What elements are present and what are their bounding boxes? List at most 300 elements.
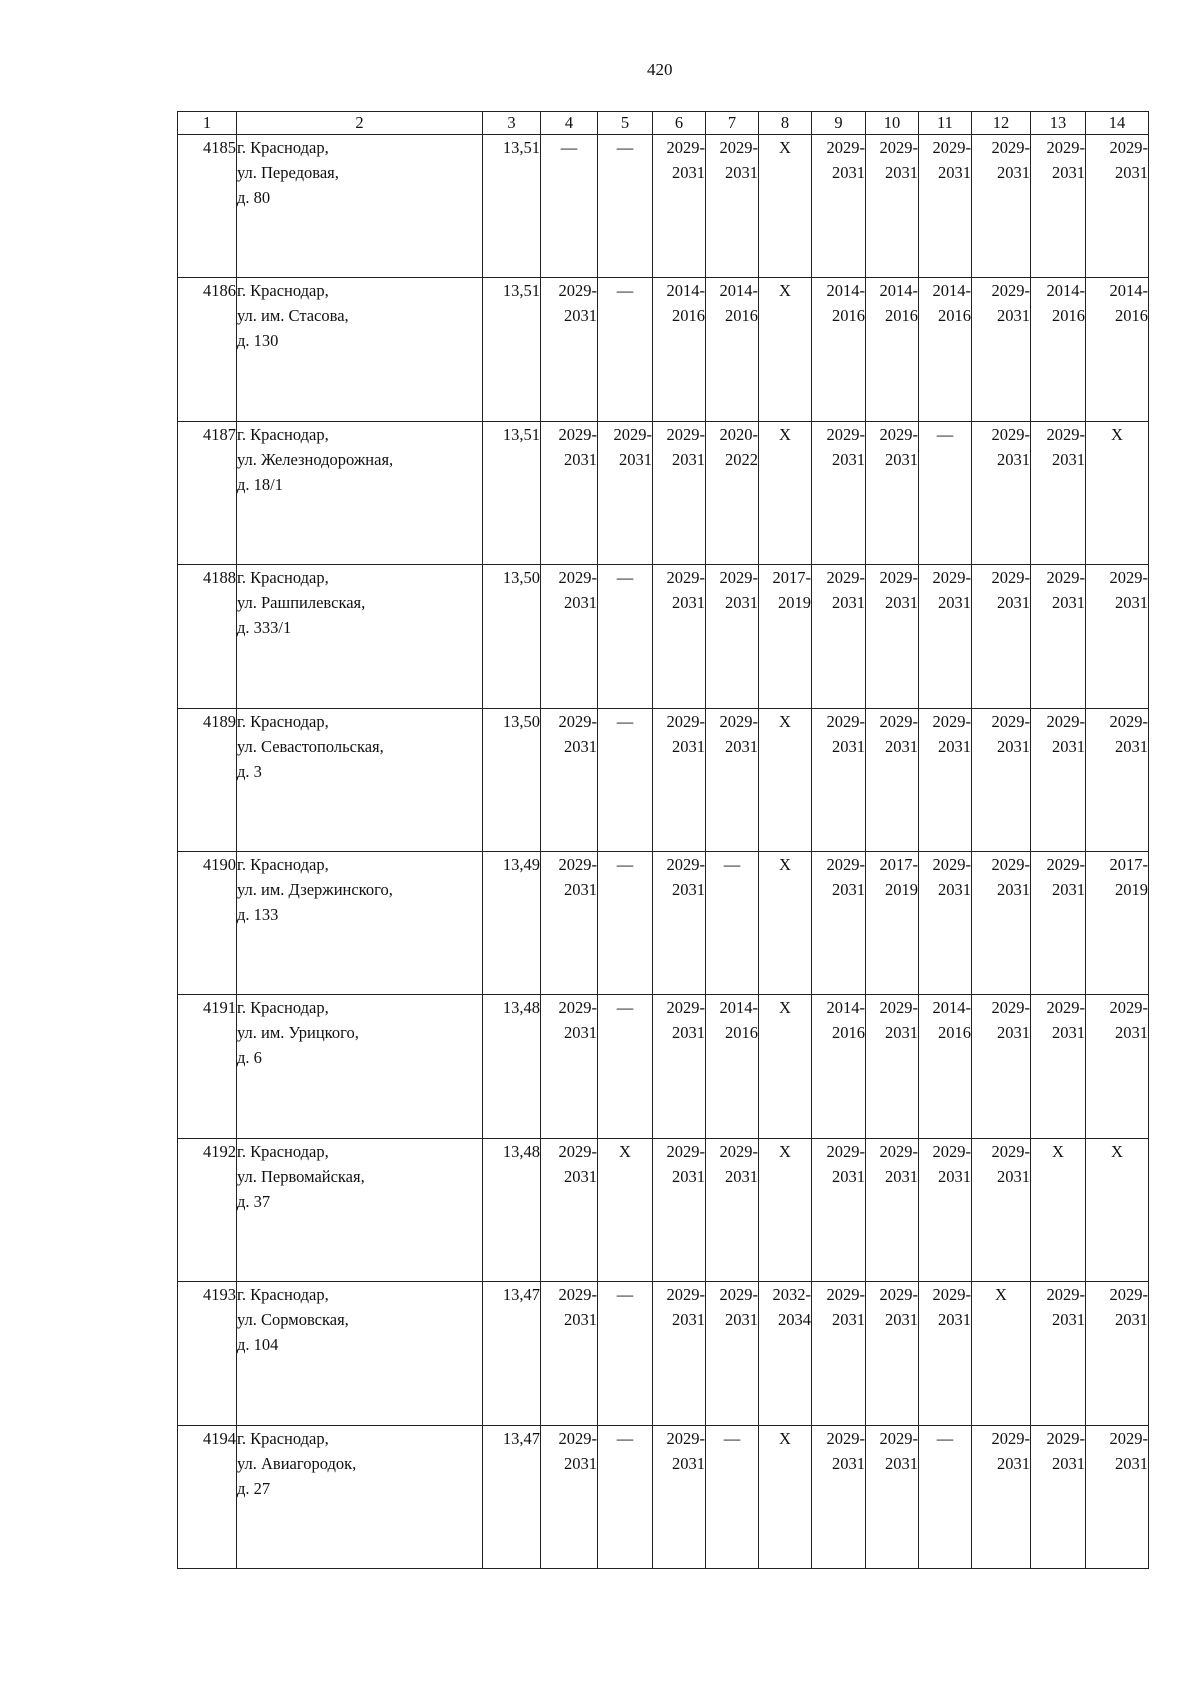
address-line: ул. им. Дзержинского, [237, 879, 393, 899]
year-line: 2031 [885, 1166, 918, 1186]
year-line: 2029- [932, 1285, 971, 1305]
address-line: д. 37 [237, 1191, 271, 1211]
table-row [178, 421, 1149, 564]
x-mark-cell: Х [759, 278, 812, 421]
year-line: 2029- [826, 424, 865, 444]
year-line: 2029- [879, 568, 918, 588]
column-header: 2 [237, 112, 483, 135]
address-line: д. 18/1 [237, 474, 283, 494]
x-mark-cell: Х [1031, 1138, 1086, 1281]
year-line: 2029- [932, 711, 971, 731]
year-range-cell [866, 1282, 919, 1425]
address-line: г. Краснодар, [237, 424, 329, 444]
year-range-cell [866, 135, 919, 278]
table-body [178, 135, 1149, 1569]
year-range-cell [706, 278, 759, 421]
year-line: 2016 [885, 306, 918, 326]
year-line: 2031 [938, 879, 971, 899]
year-range-cell [812, 995, 866, 1138]
address-line: г. Краснодар, [237, 1141, 329, 1161]
year-line: 2029- [991, 1141, 1030, 1161]
year-range-cell [972, 421, 1031, 564]
year-line: 2031 [885, 1453, 918, 1473]
year-line: 2029- [558, 998, 597, 1018]
year-line: 2031 [1115, 163, 1148, 182]
value-cell: 13,50 [483, 708, 541, 851]
year-range-cell [1086, 851, 1149, 994]
year-range-cell [759, 1282, 812, 1425]
year-range-cell [759, 565, 812, 708]
year-line: 2029- [719, 568, 758, 588]
column-header: 6 [653, 112, 706, 135]
year-line: 2029- [666, 424, 705, 444]
year-line: 2031 [725, 736, 758, 756]
dash-cell: — [919, 421, 972, 564]
year-line: 2029- [558, 1141, 597, 1161]
x-mark-cell: Х [759, 1138, 812, 1281]
year-line: 2017- [772, 568, 811, 588]
year-range-cell [812, 1138, 866, 1281]
value-cell: 13,51 [483, 135, 541, 278]
year-line: 2031 [725, 593, 758, 613]
year-range-cell [706, 1282, 759, 1425]
row-number: 4186 [178, 278, 237, 421]
year-line: 2031 [832, 163, 865, 182]
year-range-cell [919, 565, 972, 708]
year-range-cell [919, 135, 972, 278]
year-line: 2031 [564, 879, 597, 899]
column-header: 9 [812, 112, 866, 135]
year-line: 2031 [885, 1023, 918, 1043]
year-line: 2019 [778, 593, 811, 613]
x-mark-cell: Х [1086, 421, 1149, 564]
dash-cell: — [598, 708, 653, 851]
year-line: 2029- [932, 1141, 971, 1161]
year-line: 2016 [725, 1023, 758, 1043]
year-line: 2019 [885, 879, 918, 899]
year-line: 2029- [558, 1428, 597, 1448]
address-cell [237, 995, 483, 1138]
year-line: 2031 [1115, 1453, 1148, 1473]
address-line: ул. Железнодорожная, [237, 449, 394, 469]
value-cell: 13,50 [483, 565, 541, 708]
address-cell [237, 1425, 483, 1568]
year-range-cell [706, 995, 759, 1138]
year-line: 2029- [991, 568, 1030, 588]
year-line: 2031 [997, 163, 1030, 182]
year-range-cell [541, 851, 598, 994]
year-line: 2031 [672, 449, 705, 469]
year-line: 2029- [991, 281, 1030, 301]
address-line: г. Краснодар, [237, 854, 329, 874]
year-range-cell [812, 421, 866, 564]
year-line: 2029- [719, 1285, 758, 1305]
year-range-cell [653, 1282, 706, 1425]
year-line: 2031 [672, 163, 705, 182]
table-row [178, 278, 1149, 421]
row-number: 4189 [178, 708, 237, 851]
year-range-cell [919, 1282, 972, 1425]
x-mark-cell: Х [598, 1138, 653, 1281]
year-range-cell [598, 421, 653, 564]
year-line: 2029- [1109, 711, 1148, 731]
year-line: 2029- [666, 854, 705, 874]
column-header: 5 [598, 112, 653, 135]
address-line: ул. Передовая, [237, 163, 339, 182]
year-line: 2029- [826, 1285, 865, 1305]
year-range-cell [812, 1425, 866, 1568]
address-line: г. Краснодар, [237, 281, 329, 301]
year-line: 2031 [885, 736, 918, 756]
address-cell [237, 421, 483, 564]
year-line: 2031 [564, 1166, 597, 1186]
address-line: д. 133 [237, 904, 279, 924]
year-line: 2029- [879, 138, 918, 157]
year-line: 2031 [672, 1310, 705, 1330]
year-range-cell [1086, 278, 1149, 421]
column-header: 13 [1031, 112, 1086, 135]
year-range-cell [866, 708, 919, 851]
year-line: 2029- [558, 854, 597, 874]
year-line: 2031 [672, 593, 705, 613]
year-line: 2029- [719, 1141, 758, 1161]
column-header: 12 [972, 112, 1031, 135]
year-range-cell [972, 851, 1031, 994]
year-line: 2031 [997, 1166, 1030, 1186]
year-line: 2031 [885, 449, 918, 469]
year-range-cell [812, 708, 866, 851]
year-line: 2029- [932, 138, 971, 157]
year-line: 2031 [997, 593, 1030, 613]
year-line: 2029- [879, 998, 918, 1018]
x-mark-cell: Х [759, 995, 812, 1138]
value-cell: 13,47 [483, 1425, 541, 1568]
year-range-cell [812, 565, 866, 708]
address-line: д. 104 [237, 1335, 279, 1355]
year-line: 2029- [666, 998, 705, 1018]
year-range-cell [972, 1138, 1031, 1281]
year-range-cell [541, 565, 598, 708]
year-line: 2019 [1115, 879, 1148, 899]
year-line: 2029- [666, 138, 705, 157]
year-range-cell [1086, 995, 1149, 1138]
year-line: 2029- [719, 138, 758, 157]
year-line: 2029- [932, 568, 971, 588]
year-range-cell [866, 1425, 919, 1568]
year-line: 2029- [932, 854, 971, 874]
year-line: 2014- [826, 998, 865, 1018]
year-line: 2029- [558, 568, 597, 588]
year-line: 2031 [832, 449, 865, 469]
year-line: 2031 [672, 1166, 705, 1186]
table-row [178, 708, 1149, 851]
table-row [178, 851, 1149, 994]
year-line: 2029- [1109, 1285, 1148, 1305]
column-header: 10 [866, 112, 919, 135]
column-header: 11 [919, 112, 972, 135]
year-range-cell [972, 278, 1031, 421]
year-line: 2014- [1109, 281, 1148, 301]
column-header: 14 [1086, 112, 1149, 135]
address-line: ул. Сормовская, [237, 1310, 349, 1330]
table-row [178, 1425, 1149, 1568]
year-line: 2031 [832, 1166, 865, 1186]
address-cell [237, 135, 483, 278]
year-range-cell [919, 851, 972, 994]
address-line: д. 27 [237, 1478, 271, 1498]
dash-cell: — [598, 1425, 653, 1568]
year-line: 2029- [558, 1285, 597, 1305]
year-range-cell [1086, 1282, 1149, 1425]
year-range-cell [972, 135, 1031, 278]
column-header: 8 [759, 112, 812, 135]
year-line: 2016 [938, 306, 971, 326]
year-range-cell [1086, 1425, 1149, 1568]
header-row [178, 112, 1149, 135]
year-line: 2029- [879, 1141, 918, 1161]
year-range-cell [541, 1138, 598, 1281]
row-number: 4191 [178, 995, 237, 1138]
year-range-cell [653, 851, 706, 994]
address-cell [237, 278, 483, 421]
year-line: 2029- [991, 854, 1030, 874]
year-line: 2029- [879, 711, 918, 731]
table-row [178, 1138, 1149, 1281]
year-line: 2016 [1115, 306, 1148, 326]
x-mark-cell: Х [759, 421, 812, 564]
year-line: 2029- [826, 1428, 865, 1448]
row-number: 4185 [178, 135, 237, 278]
year-range-cell [1031, 278, 1086, 421]
x-mark-cell: Х [1086, 1138, 1149, 1281]
row-number: 4192 [178, 1138, 237, 1281]
year-line: 2029- [991, 998, 1030, 1018]
year-line: 2029- [558, 281, 597, 301]
year-line: 2017- [1109, 854, 1148, 874]
year-line: 2031 [832, 1310, 865, 1330]
value-cell: 13,51 [483, 421, 541, 564]
year-line: 2029- [1109, 568, 1148, 588]
year-range-cell [653, 278, 706, 421]
year-line: 2029- [1046, 138, 1085, 157]
year-range-cell [1031, 995, 1086, 1138]
year-line: 2031 [564, 306, 597, 326]
dash-cell: — [598, 135, 653, 278]
year-line: 2029- [666, 711, 705, 731]
year-line: 2029- [991, 711, 1030, 731]
column-header: 3 [483, 112, 541, 135]
value-cell: 13,51 [483, 278, 541, 421]
address-line: ул. Рашпилевская, [237, 593, 366, 613]
year-line: 2029- [826, 1141, 865, 1161]
year-line: 2031 [997, 449, 1030, 469]
year-range-cell [1086, 708, 1149, 851]
year-line: 2016 [832, 306, 865, 326]
year-line: 2031 [564, 1023, 597, 1043]
address-cell [237, 1138, 483, 1281]
year-range-cell [866, 1138, 919, 1281]
address-cell [237, 851, 483, 994]
year-range-cell [1031, 421, 1086, 564]
year-line: 2031 [1052, 163, 1085, 182]
year-line: 2031 [832, 736, 865, 756]
year-range-cell [1086, 135, 1149, 278]
dash-cell: — [598, 565, 653, 708]
year-line: 2029- [1046, 998, 1085, 1018]
year-range-cell [653, 708, 706, 851]
year-range-cell [1031, 851, 1086, 994]
year-range-cell [1031, 135, 1086, 278]
table-row [178, 1282, 1149, 1425]
year-range-cell [812, 1282, 866, 1425]
year-line: 2029- [826, 854, 865, 874]
year-line: 2016 [725, 306, 758, 326]
year-line: 2029- [826, 711, 865, 731]
x-mark-cell: Х [759, 708, 812, 851]
year-line: 2029- [719, 711, 758, 731]
year-line: 2031 [1052, 1453, 1085, 1473]
year-line: 2031 [1115, 736, 1148, 756]
year-range-cell [1086, 565, 1149, 708]
value-cell: 13,48 [483, 1138, 541, 1281]
year-line: 2017- [879, 854, 918, 874]
address-line: д. 130 [237, 331, 279, 351]
year-line: 2016 [1052, 306, 1085, 326]
year-line: 2031 [564, 736, 597, 756]
value-cell: 13,47 [483, 1282, 541, 1425]
year-line: 2014- [932, 281, 971, 301]
year-line: 2031 [885, 163, 918, 182]
year-line: 2029- [879, 1428, 918, 1448]
year-line: 2031 [1052, 449, 1085, 469]
address-line: г. Краснодар, [237, 1428, 329, 1448]
year-line: 2031 [997, 306, 1030, 326]
registry-table [177, 111, 1149, 1569]
year-line: 2031 [725, 163, 758, 182]
table-row [178, 995, 1149, 1138]
year-range-cell [541, 1282, 598, 1425]
year-line: 2031 [1052, 736, 1085, 756]
year-line: 2029- [826, 568, 865, 588]
year-line: 2031 [619, 449, 652, 469]
column-header: 1 [178, 112, 237, 135]
dash-cell: — [541, 135, 598, 278]
address-line: г. Краснодар, [237, 138, 329, 157]
year-line: 2031 [997, 1023, 1030, 1043]
year-range-cell [706, 565, 759, 708]
dash-cell: — [706, 1425, 759, 1568]
year-line: 2031 [1115, 593, 1148, 613]
year-range-cell [812, 851, 866, 994]
year-line: 2029- [558, 711, 597, 731]
address-line: г. Краснодар, [237, 711, 329, 731]
year-line: 2029- [991, 138, 1030, 157]
year-line: 2014- [826, 281, 865, 301]
year-line: 2020- [719, 424, 758, 444]
row-number: 4188 [178, 565, 237, 708]
year-range-cell [812, 135, 866, 278]
year-range-cell [541, 421, 598, 564]
year-line: 2032- [772, 1285, 811, 1305]
year-line: 2029- [666, 1428, 705, 1448]
year-line: 2031 [885, 593, 918, 613]
year-range-cell [1031, 1282, 1086, 1425]
column-header: 7 [706, 112, 759, 135]
year-line: 2031 [1115, 1310, 1148, 1330]
year-range-cell [653, 995, 706, 1138]
address-line: г. Краснодар, [237, 998, 329, 1018]
address-cell [237, 565, 483, 708]
column-header: 4 [541, 112, 598, 135]
year-line: 2029- [1046, 568, 1085, 588]
year-line: 2031 [564, 1310, 597, 1330]
year-range-cell [919, 1138, 972, 1281]
year-line: 2031 [564, 1453, 597, 1473]
year-line: 2031 [1052, 879, 1085, 899]
dash-cell: — [919, 1425, 972, 1568]
year-line: 2014- [932, 998, 971, 1018]
year-line: 2029- [1109, 1428, 1148, 1448]
year-range-cell [653, 421, 706, 564]
year-range-cell [972, 708, 1031, 851]
address-line: д. 80 [237, 188, 271, 207]
address-line: д. 6 [237, 1048, 262, 1068]
year-line: 2029- [666, 1285, 705, 1305]
year-line: 2029- [991, 1428, 1030, 1448]
year-range-cell [653, 565, 706, 708]
year-line: 2014- [719, 281, 758, 301]
year-line: 2031 [885, 1310, 918, 1330]
year-line: 2031 [938, 1166, 971, 1186]
address-line: ул. Авиагородок, [237, 1453, 357, 1473]
year-line: 2031 [725, 1166, 758, 1186]
year-line: 2029- [666, 568, 705, 588]
year-range-cell [972, 1425, 1031, 1568]
year-line: 2031 [564, 449, 597, 469]
x-mark-cell: Х [759, 1425, 812, 1568]
year-range-cell [866, 995, 919, 1138]
dash-cell: — [598, 995, 653, 1138]
row-number: 4193 [178, 1282, 237, 1425]
year-line: 2029- [1046, 711, 1085, 731]
year-line: 2029- [991, 424, 1030, 444]
address-line: г. Краснодар, [237, 1285, 329, 1305]
year-line: 2029- [879, 1285, 918, 1305]
dash-cell: — [598, 278, 653, 421]
year-line: 2014- [719, 998, 758, 1018]
year-line: 2029- [1046, 854, 1085, 874]
address-line: ул. Первомайская, [237, 1166, 365, 1186]
year-line: 2029- [613, 424, 652, 444]
year-line: 2029- [1046, 424, 1085, 444]
year-line: 2029- [879, 424, 918, 444]
table-row [178, 135, 1149, 278]
year-line: 2016 [672, 306, 705, 326]
year-range-cell [541, 708, 598, 851]
year-line: 2029- [666, 1141, 705, 1161]
year-range-cell [866, 565, 919, 708]
year-range-cell [919, 708, 972, 851]
year-line: 2014- [1046, 281, 1085, 301]
year-line: 2031 [938, 1310, 971, 1330]
year-line: 2029- [1046, 1428, 1085, 1448]
dash-cell: — [706, 851, 759, 994]
year-range-cell [706, 708, 759, 851]
year-range-cell [706, 135, 759, 278]
year-range-cell [919, 278, 972, 421]
row-number: 4194 [178, 1425, 237, 1568]
year-range-cell [972, 995, 1031, 1138]
